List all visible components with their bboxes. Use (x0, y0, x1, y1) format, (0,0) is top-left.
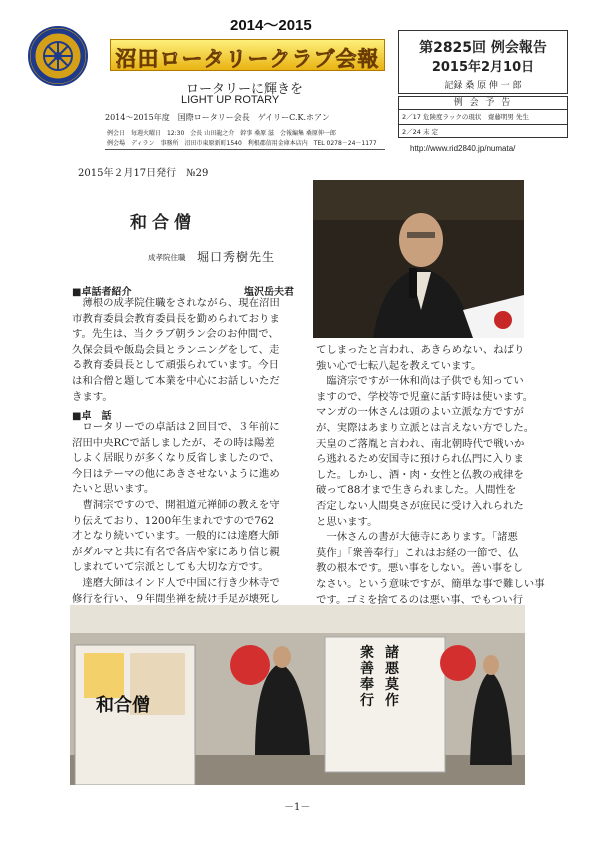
talk-text-continued (316, 343, 545, 608)
calligraphy-shoaku: 諸悪莫作 (385, 645, 399, 709)
text-line: す。先生は、当クラブ朝ラン会のお仲間で、 (72, 328, 279, 341)
header-divider (105, 149, 385, 150)
slogan-en: LIGHT UP ROTARY (181, 94, 280, 106)
calligraphy-washou: 和合僧 (96, 695, 150, 716)
text-line: なさい。という意味ですが、簡単な事で難しい事 (316, 577, 545, 590)
text-line: が、実際はあまり立派とは言えない方でした。 (316, 421, 535, 434)
intro-text (72, 296, 280, 405)
text-line: 強い心で七転八起を教えています。 (316, 359, 482, 372)
text-line: しまれていて宗派としても大切な方です。 (72, 561, 269, 574)
text-line: 莫作」「衆善奉行」これはお経の一節で、仏 (316, 546, 519, 559)
speaker-photo (313, 180, 524, 338)
text-line: 一休さんの書が大徳寺にあります。「諸悪 (316, 531, 518, 544)
calligraphy-shuzen: 衆善奉行 (360, 645, 374, 709)
text-line: です。ゴミを捨てるのは悪い事、でもつい行 (316, 593, 523, 606)
report-recorder: 記録 桑 原 伸 一 郎 (444, 81, 522, 91)
speaker-name: 堀口秀樹先生 (197, 250, 276, 264)
meeting-info: 例会日 毎週火曜日 12:30 会長 山田龍之介 幹事 桑原 滋 会報編集 桑原伸一郎 (107, 130, 336, 137)
text-line: と思います。 (316, 515, 378, 528)
calligraphy-photo (70, 605, 525, 785)
schedule-row: 2／24 未 定 (402, 128, 439, 136)
schedule-title: 例 会 予 告 (399, 97, 567, 110)
article-title: 和合僧 (130, 213, 196, 233)
text-line: り伝えており、1200年生まれですので762 (72, 514, 275, 527)
text-line: 今日はテーマの他にあきさせないように進め (72, 467, 280, 480)
intro-author: 塩沢岳夫君 (244, 287, 294, 298)
text-line: 才となり続いています。一般的には達磨大師 (72, 530, 279, 543)
club-name-banner: 沼田ロータリークラブ会報 (110, 39, 385, 71)
page-number: －1－ (284, 802, 311, 813)
fiscal-year: 2014～2015 (230, 17, 312, 34)
speaker-role: 成孝院住職 (148, 253, 186, 262)
talk-text (72, 420, 280, 607)
text-line: マンガの一休さんは頭のよい立派な方ですが (316, 406, 524, 419)
report-number: 第2825回 例会報告 (419, 40, 547, 56)
club-url-link[interactable]: http://www.rid2840.jp/numata/ (410, 144, 516, 153)
fiscal-line: 2014～2015年度 国際ロータリー会長 ゲイリーC.K.ホアン (105, 113, 330, 122)
rotary-logo (28, 26, 88, 86)
issue-line: 2015年２月17日発行 №29 (78, 168, 209, 179)
text-line: きます。 (72, 390, 113, 403)
text-line: 教の根本です。悪い事をしない。善い事をし (316, 562, 523, 575)
text-line: ロータリーでの卓話は２回目で、３年前に (72, 421, 280, 433)
text-line: 達磨大師はインド人で中国に行き少林寺で (72, 576, 280, 589)
text-line: 市教育委員会教育委員長を勤められておりま (72, 312, 280, 325)
text-line: 曹洞宗ですので、開祖道元禅師の教えを守 (72, 498, 280, 511)
text-line: たいと思います。 (72, 483, 155, 496)
office-info: 例会場 ディラン 事務所 沼田市東原新町1540 利根郡信用金庫本店内 TEL 0278－24－1177 (107, 140, 377, 147)
text-line: 破って88才まで生きられました。人間性を (316, 484, 517, 497)
report-date: 2015年2月10日 (431, 60, 535, 75)
text-line: てしまったと言われ、あきらめない、ねばり (316, 344, 525, 356)
text-line: ら逃れるため安国寺に預けられ仏門に入りま (316, 453, 524, 466)
meeting-report-box (398, 30, 568, 94)
text-line: は和合僧と題して本業を中心にお話しいただ (72, 374, 280, 387)
text-line: 薄根の成孝院住職をされながら、現在沼田 (72, 297, 280, 309)
text-line: 修行を行い、９年間坐禅を続け手足が壊死し (72, 592, 280, 605)
schedule-row: 2／17 危険度ラックの現状 齋藤明男 先生 (399, 110, 567, 125)
slogan-jp: ロータリーに輝きを (186, 82, 304, 97)
intro-heading: ■卓話者紹介 (72, 287, 132, 298)
text-line: 久保会員や飯島会員とランニングをして、走 (72, 343, 280, 356)
text-line: 沼田中央RCで話しましたが、その時は陽差 (72, 436, 275, 449)
text-line: 天皇のご落胤と言われ、南北朝時代で戦いか (316, 437, 525, 450)
text-line: 臨済宗ですが一休和尚は子供でも知ってい (316, 375, 524, 388)
text-line: がダルマと共に有名で各店や家にあり信じ親 (72, 545, 280, 558)
text-line: した。しかし、酒・肉・女性と仏教の戒律を (316, 468, 524, 481)
text-line: 否定しない人間臭さが庶民に受け入れられた (316, 499, 524, 512)
meeting-schedule (398, 96, 568, 138)
text-line: しよく居眠りが多くなり反省しましたので、 (72, 452, 280, 465)
text-line: ますので、学校等で児童に話す時は使います。 (316, 390, 534, 403)
text-line: る教育委員長として頑張られています。今日 (72, 359, 279, 372)
talk-heading: ■卓 話 (72, 411, 112, 422)
